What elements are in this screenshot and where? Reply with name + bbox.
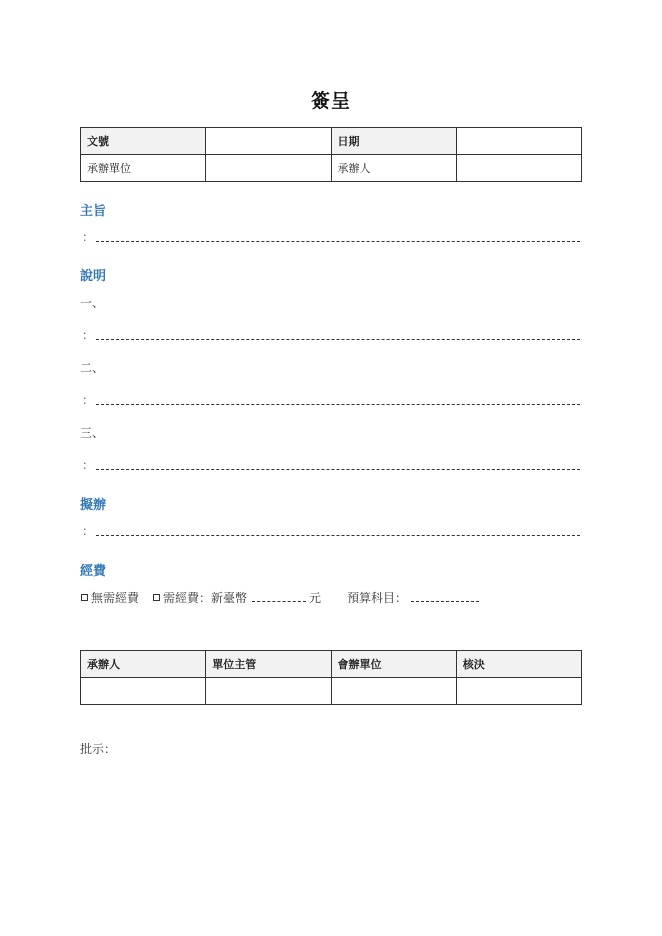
explanation-item-3-dashed-line bbox=[96, 469, 580, 470]
date-label: 日期 bbox=[331, 128, 456, 155]
explanation-item-2-colon: ： bbox=[82, 393, 95, 407]
header-info-table bbox=[80, 127, 582, 182]
currency-unit-label: 元 bbox=[309, 591, 322, 605]
table-row bbox=[81, 155, 582, 182]
unit-label: 承辦單位 bbox=[81, 155, 206, 182]
handler-field[interactable] bbox=[456, 155, 581, 182]
explanation-item-2-fill-line[interactable] bbox=[80, 393, 580, 409]
subject-colon: ： bbox=[82, 230, 95, 244]
sign-cell-handler[interactable] bbox=[81, 678, 206, 705]
date-field[interactable] bbox=[456, 128, 581, 155]
explanation-item-1-label: 一、 bbox=[80, 296, 105, 310]
table-row bbox=[81, 128, 582, 155]
budget-heading: 經費 bbox=[80, 564, 107, 579]
sign-cell-approval[interactable] bbox=[456, 678, 581, 705]
sign-header-approval: 核決 bbox=[456, 651, 581, 678]
no-budget-label: 無需經費 bbox=[91, 591, 140, 605]
budget-amount-field[interactable] bbox=[252, 601, 306, 602]
proposal-fill-line[interactable] bbox=[80, 524, 580, 540]
need-budget-label: 需經費：新臺幣 bbox=[163, 591, 248, 605]
sign-cell-co-unit[interactable] bbox=[331, 678, 456, 705]
page-title: 簽呈 bbox=[310, 90, 351, 112]
explanation-item-2-dashed-line bbox=[96, 404, 580, 405]
explanation-item-1-colon: ： bbox=[82, 328, 95, 342]
subject-dashed-line bbox=[96, 241, 580, 242]
proposal-dashed-line bbox=[96, 535, 580, 536]
table-row bbox=[81, 651, 582, 678]
sign-header-handler: 承辦人 bbox=[81, 651, 206, 678]
budget-row bbox=[80, 589, 580, 605]
no-budget-checkbox[interactable] bbox=[81, 594, 88, 601]
explanation-item-3-fill-line[interactable] bbox=[80, 458, 580, 474]
explanation-item-2-label: 二、 bbox=[80, 361, 105, 375]
sign-off-table bbox=[80, 650, 582, 705]
approval-label: 批示： bbox=[80, 742, 117, 756]
sign-cell-supervisor[interactable] bbox=[206, 678, 331, 705]
table-row bbox=[81, 678, 582, 705]
explanation-item-3-label: 三、 bbox=[80, 426, 105, 440]
doc-no-field[interactable] bbox=[206, 128, 331, 155]
proposal-heading: 擬辦 bbox=[80, 498, 107, 513]
subject-heading: 主旨 bbox=[80, 204, 107, 219]
sign-header-supervisor: 單位主管 bbox=[206, 651, 331, 678]
explanation-item-1-fill-line[interactable] bbox=[80, 328, 580, 344]
explanation-item-1-dashed-line bbox=[96, 339, 580, 340]
handler-label: 承辦人 bbox=[331, 155, 456, 182]
need-budget-checkbox[interactable] bbox=[153, 594, 160, 601]
explanation-heading: 說明 bbox=[80, 269, 107, 284]
explanation-item-3-colon: ： bbox=[82, 458, 95, 472]
proposal-colon: ： bbox=[82, 524, 95, 538]
budget-account-field[interactable] bbox=[411, 601, 479, 602]
subject-fill-line[interactable] bbox=[80, 230, 580, 246]
unit-field[interactable] bbox=[206, 155, 331, 182]
budget-account-label: 預算科目： bbox=[347, 591, 408, 605]
sign-header-co-unit: 會辦單位 bbox=[331, 651, 456, 678]
doc-no-label: 文號 bbox=[81, 128, 206, 155]
